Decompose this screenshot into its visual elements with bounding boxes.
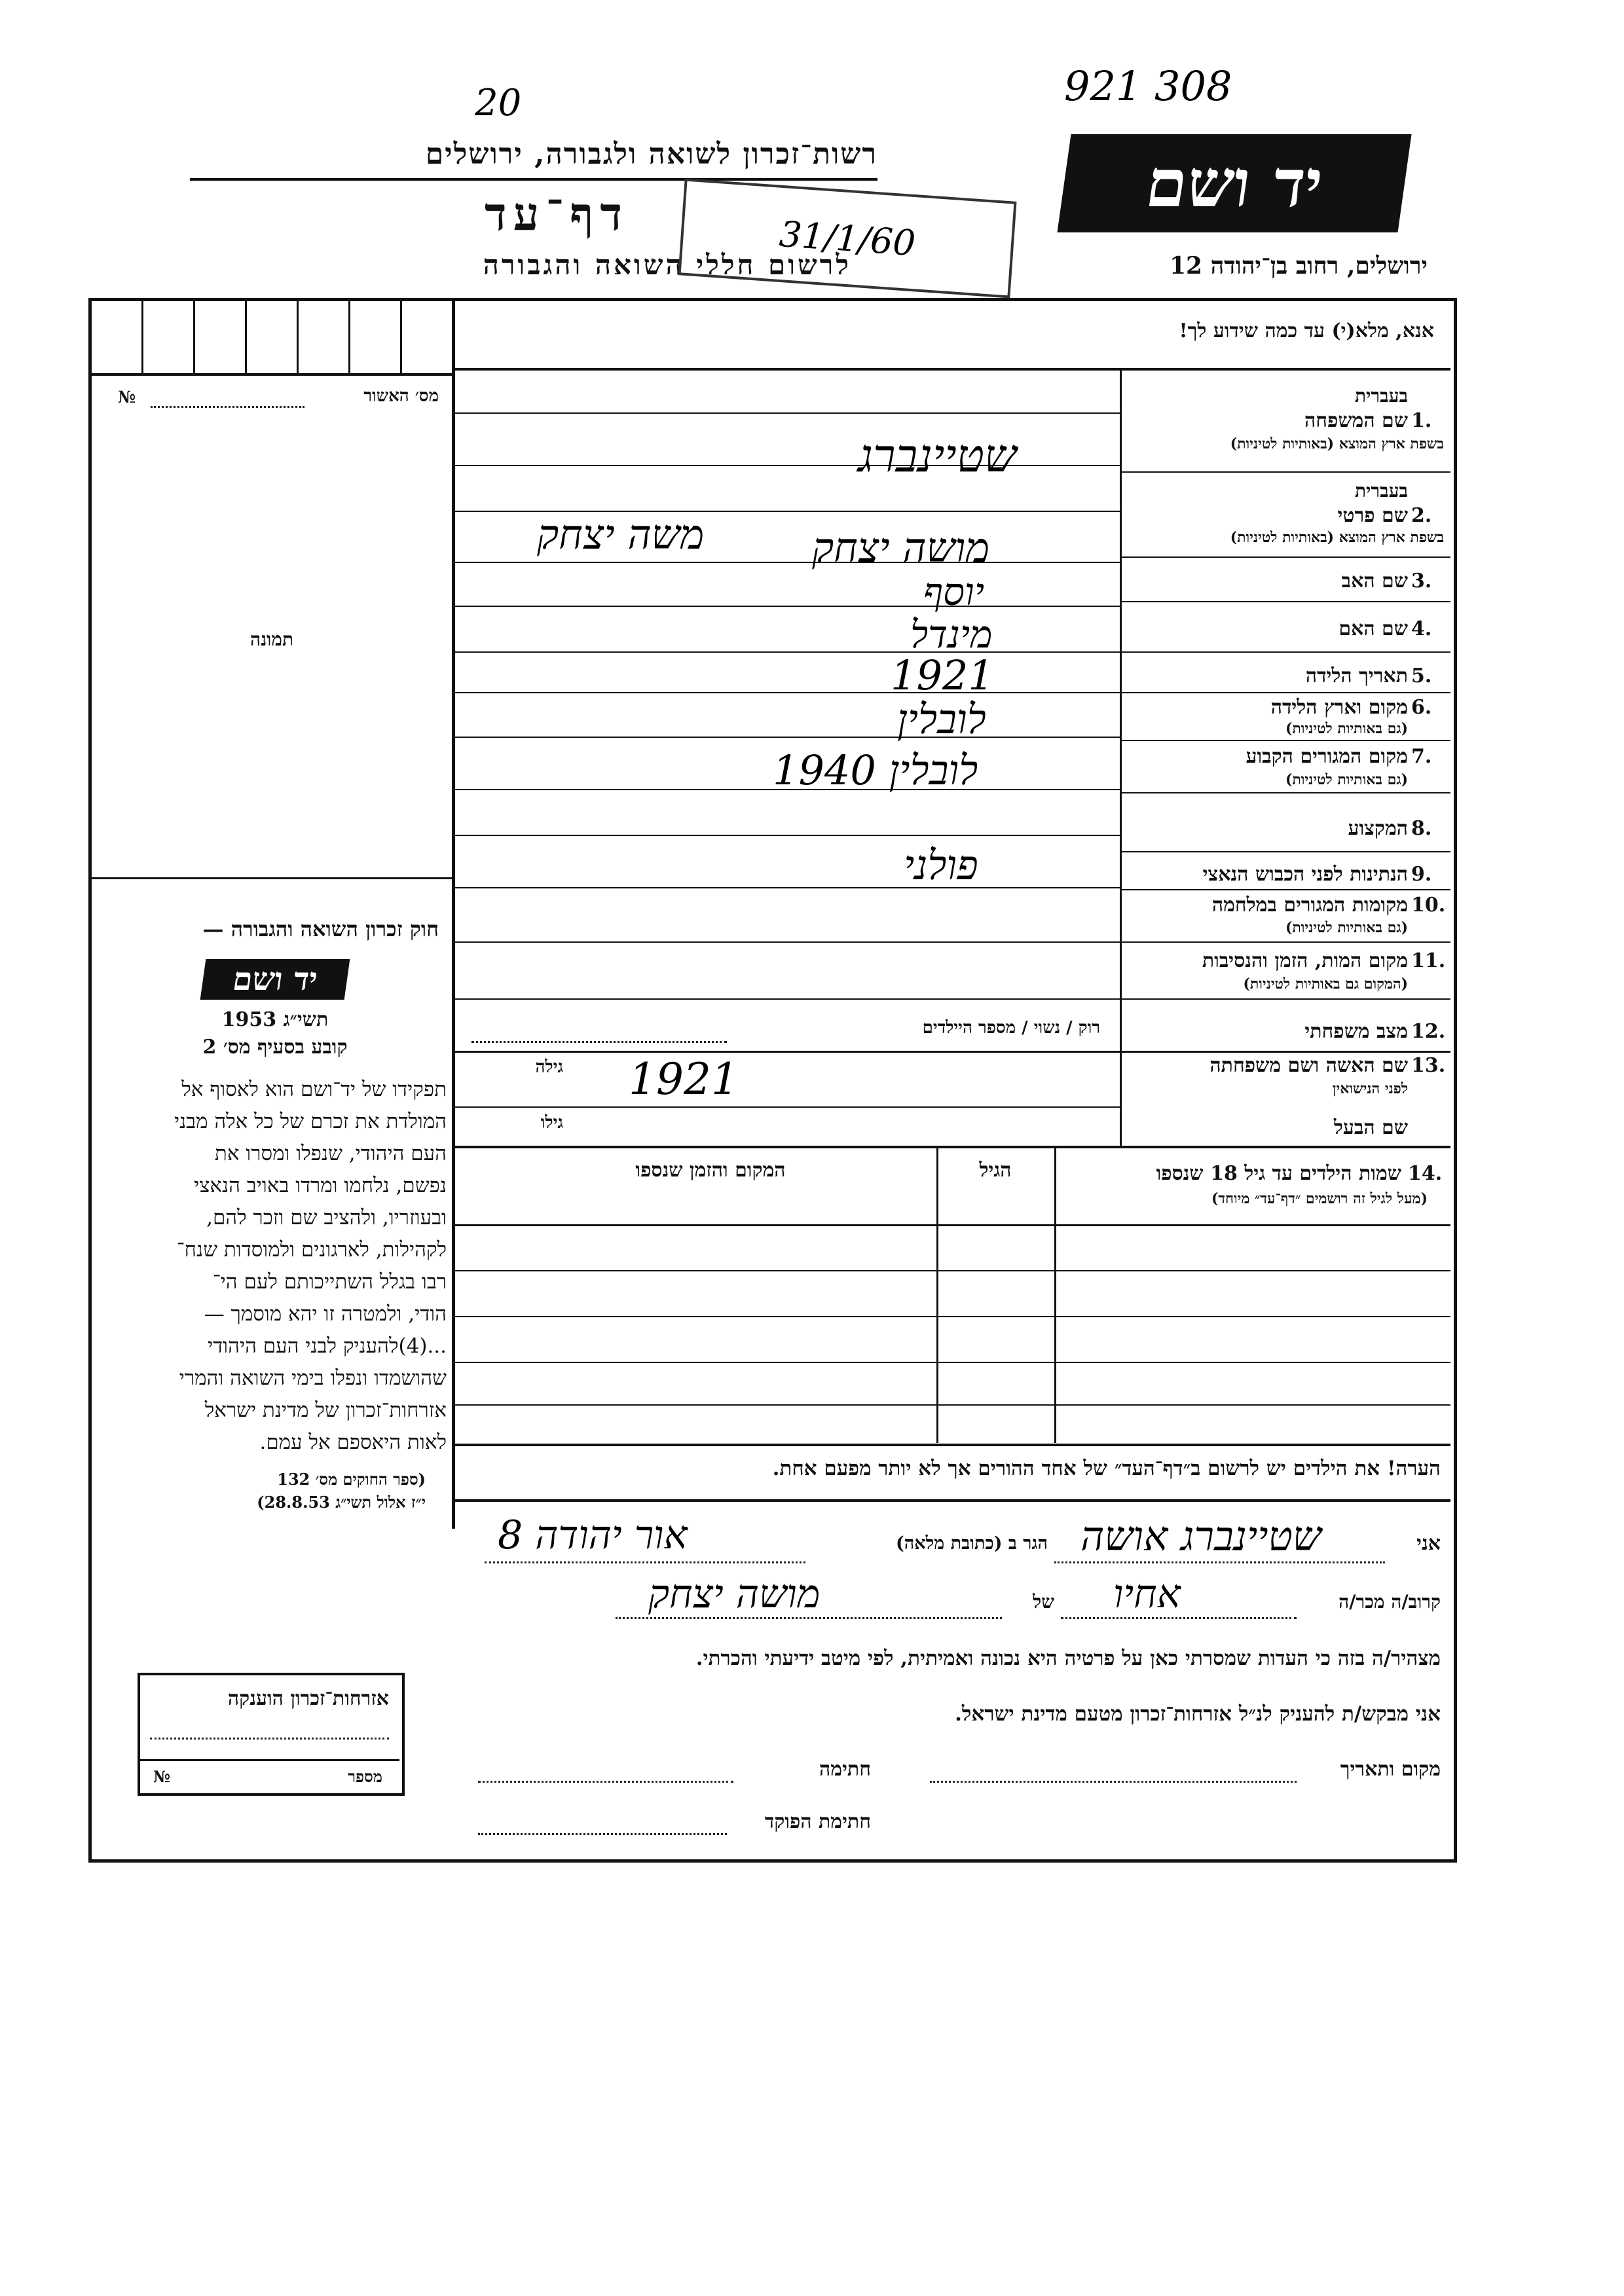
hw-address: אור יהודה 8 xyxy=(498,1512,688,1558)
citizenship-box xyxy=(138,1673,405,1796)
field-9-num: 9. xyxy=(1411,863,1432,886)
field-14-num: 14. xyxy=(1408,1162,1443,1185)
field-10-num: 10. xyxy=(1411,894,1446,917)
field-12-label: מצב משפחתי xyxy=(1304,1020,1408,1043)
decl-relation-dots xyxy=(1061,1617,1297,1619)
husband-extra: גילו xyxy=(540,1113,563,1133)
law-text-line: ...(4)להעניק לבני העם היהודי xyxy=(208,1334,447,1358)
field-2-sub: בשפת ארץ המוצא (באותיות לטיניות) xyxy=(1230,529,1444,546)
field-1-hebrew: בעברית xyxy=(1354,385,1408,407)
row-line xyxy=(455,465,1120,466)
field-8-num: 8. xyxy=(1411,817,1432,840)
hw-birth-date: 1921 xyxy=(891,651,994,699)
approval-no-mark: № xyxy=(118,388,136,407)
decl-signature-label: חתימה xyxy=(819,1758,871,1781)
decl-resides-label: הגר ב (כתובת מלאה) xyxy=(895,1533,1048,1554)
field-14-label: שמות הילדים עד גיל 18 שנספו xyxy=(1156,1162,1401,1185)
photo-bottom-line xyxy=(92,877,452,879)
field-7-num: 7. xyxy=(1411,745,1432,768)
field-6-sub: (גם באותיות לטיניות) xyxy=(1285,720,1408,737)
decl-signature-dots xyxy=(478,1781,733,1783)
row-line xyxy=(455,835,1120,836)
citizenship-box-title: אזרחות־זכרון הוענקה xyxy=(227,1687,389,1710)
law-text-line: אזרחות־זכרון של מדינת ישראל xyxy=(204,1398,447,1422)
instruction-underline xyxy=(455,368,1450,371)
husband-label: שם הבעל xyxy=(1333,1116,1408,1139)
label-row-line xyxy=(1122,471,1450,473)
children-col-age: הגיל xyxy=(979,1159,1012,1182)
left-column-divider xyxy=(452,298,455,1529)
law-text-line: שהושמדו ונפלו בימי השואה והמרי xyxy=(179,1366,447,1390)
law-text-line: לאות היאספם אל עמם. xyxy=(259,1430,447,1454)
row-line xyxy=(455,1106,1120,1108)
citizenship-dots xyxy=(150,1738,389,1740)
field-10-label: מקומות המגורים במלחמה xyxy=(1211,894,1408,917)
decl-place-date-dots xyxy=(930,1781,1297,1783)
field-3-label: שם האב xyxy=(1341,570,1408,592)
decl-request: אני מבקש/ת להעניק לנ״ל אזרחות־זכרון מטעם מדינת ישראל. xyxy=(955,1702,1441,1726)
law-source-1: (ספר החוקים מס׳ 132 xyxy=(277,1470,426,1489)
form-subtitle: לרשום חללי השואה והגבורה xyxy=(483,249,851,281)
received-stamp: 31/1/60 xyxy=(678,178,1016,298)
note-bottom-line xyxy=(455,1499,1450,1502)
decl-relation-label: קרוב/ה מכר/ה xyxy=(1338,1591,1441,1613)
field-8-label: המקצוע xyxy=(1348,817,1408,840)
label-row-line xyxy=(1122,941,1450,943)
decl-of-dots xyxy=(616,1617,1002,1619)
field-3-num: 3. xyxy=(1411,570,1432,592)
children-row-line xyxy=(455,1316,1450,1317)
approval-boxes xyxy=(92,301,452,376)
decl-i-label: אני xyxy=(1416,1532,1441,1555)
hw-of-name: מושה יצחק xyxy=(648,1571,821,1617)
field-2-num: 2. xyxy=(1411,504,1432,527)
field-1-label: שם המשפחה xyxy=(1304,409,1408,432)
row-line xyxy=(455,606,1120,607)
hw-surname: שטיינברג xyxy=(858,429,1017,483)
hw-citizenship: פולני xyxy=(904,841,978,889)
label-row-line xyxy=(1122,692,1450,693)
label-row-line xyxy=(1122,792,1450,793)
children-header-line xyxy=(455,1224,1450,1226)
hw-residence: לובלין 1940 xyxy=(773,746,978,794)
row-line xyxy=(455,1146,1450,1148)
field-7-sub: (גם באותיות לטיניות) xyxy=(1285,771,1408,788)
law-text-line: נפשם, נלחמו ומרדו באויב הנאצי xyxy=(194,1174,447,1197)
hw-relation: אחיו xyxy=(1113,1571,1181,1617)
children-divider-1 xyxy=(936,1148,938,1443)
law-clause: קובע בסעיף מס׳ 2 xyxy=(202,1036,348,1059)
field-11-num: 11. xyxy=(1411,949,1446,972)
children-divider-2 xyxy=(1054,1148,1056,1443)
field-9-label: הנתינות לפני הכבוש הנאצי xyxy=(1202,863,1408,886)
field-13-extra: גילה xyxy=(535,1057,563,1077)
form-instruction: אנא, מלא(י) עד כמה שידוע לך! xyxy=(1179,319,1434,342)
hw-first-name-2: משה יצחק xyxy=(537,511,705,558)
approval-dots xyxy=(151,406,304,408)
field-2-label: שם פרטי xyxy=(1337,504,1408,527)
field-13-sub: לפני הנישואין xyxy=(1332,1080,1408,1097)
decl-place-date-label: מקום ותאריך xyxy=(1340,1758,1441,1781)
field-4-label: שם האם xyxy=(1338,617,1408,640)
hw-birthplace: לובלין xyxy=(897,695,986,743)
field-5-label: תאריך הלידה xyxy=(1305,665,1408,687)
decl-official-label: חתימת הפוקד xyxy=(764,1810,871,1833)
label-row-line xyxy=(1122,851,1450,852)
field-12-dots xyxy=(471,1041,727,1043)
label-row-line xyxy=(1122,651,1450,653)
law-text xyxy=(100,1074,447,1459)
row-line xyxy=(455,651,1120,653)
hw-first-name: מושה יצחק xyxy=(812,524,990,572)
row-line xyxy=(455,692,1120,693)
approval-label: מס׳ האשור xyxy=(363,386,439,406)
field-7-label: מקום המגורים הקבוע xyxy=(1246,745,1408,768)
decl-statement: מצהיר/ה בזה כי העדות שמסרתי כאן על פרטיה היא נכונה ואמיתית, לפי מיטב ידיעתי והכרתי. xyxy=(695,1647,1441,1670)
institution-title: רשות־זכרון לשואה ולגבורה, ירושלים xyxy=(425,137,877,171)
field-10-sub: (גם באותיות לטיניות) xyxy=(1285,919,1408,936)
hw-father: יוסף xyxy=(923,570,985,614)
address-line: ירושלים, רחוב בן־יהודה 12 xyxy=(1169,252,1428,280)
label-row-line xyxy=(1122,740,1450,741)
law-text-line: העם היהודי, שנפלו ומסרו את xyxy=(214,1142,447,1165)
children-note: הערה! את הילדים יש לרשום ב״דף־העד״ של אחד ההורים אך לא יותר מפעם אחת. xyxy=(772,1457,1441,1480)
law-year: תשי״ג 1953 xyxy=(221,1008,329,1031)
decl-of-label: של xyxy=(1033,1591,1054,1613)
form-title: דף־עד xyxy=(484,187,629,241)
law-title: חוק זכרון השואה והגבורה — xyxy=(202,917,439,941)
children-row-line xyxy=(455,1404,1450,1406)
row-line xyxy=(455,941,1120,943)
law-source-2: י״ז אלול תשי״ג 28.8.53) xyxy=(257,1493,426,1512)
hw-declarant-name: שטיינברג אושה xyxy=(1080,1512,1321,1560)
children-row-line xyxy=(455,1270,1450,1271)
field-14-sub: (מעל לגיל זה רושמים ״דף־עד״ מיוחד) xyxy=(1211,1190,1428,1207)
field-13-num: 13. xyxy=(1411,1054,1446,1077)
citizenship-no-label: מספר xyxy=(348,1767,382,1786)
field-4-num: 4. xyxy=(1411,617,1432,640)
field-12-extra: רוק / נשוי / מספר היילדים xyxy=(922,1018,1100,1038)
field-12-num: 12. xyxy=(1411,1020,1446,1043)
field-5-num: 5. xyxy=(1411,665,1432,687)
law-text-line: תפקידו של יד־ושם הוא לאסוף אל xyxy=(181,1078,447,1101)
label-row-line xyxy=(1122,889,1450,890)
yad-vashem-logo: יד ושם xyxy=(1057,134,1411,232)
children-row-line xyxy=(455,1362,1450,1363)
field-2-hebrew: בעברית xyxy=(1354,480,1408,501)
children-bottom-line xyxy=(455,1444,1450,1446)
law-text-line: הודי, ולמטרה זו יהא מוסמך — xyxy=(204,1302,447,1326)
photo-label: תמונה xyxy=(249,629,294,650)
label-row-line xyxy=(1122,998,1450,1000)
law-text-line: המולדת את זכרם של כל אלה מבני xyxy=(174,1110,447,1133)
field-6-num: 6. xyxy=(1411,696,1432,719)
row-line xyxy=(455,562,1120,563)
field-6-label: מקום וארץ הלידה xyxy=(1270,696,1408,719)
row-line xyxy=(455,1051,1450,1053)
decl-name-dots xyxy=(1054,1561,1385,1563)
field-1-num: 1. xyxy=(1411,409,1432,432)
label-row-line xyxy=(1122,601,1450,602)
law-logo: יד ושם xyxy=(200,959,350,1000)
handwritten-top-number: 20 xyxy=(475,82,522,124)
row-line xyxy=(455,412,1120,414)
row-line xyxy=(455,737,1120,738)
decl-address-dots xyxy=(485,1561,805,1563)
field-1-sub: בשפת ארץ המוצא (באותיות לטיניות) xyxy=(1230,435,1444,452)
institution-underline xyxy=(190,178,877,181)
law-text-line: ובעוזריו, ולהציב שם וזכר להם, xyxy=(206,1206,447,1230)
children-col-place: המקום והזמן שנספו xyxy=(635,1159,786,1182)
law-text-line: רבו בגלל השתייכותם לעם הי־ xyxy=(212,1270,447,1294)
hw-mother: מינדל xyxy=(910,612,993,657)
decl-official-dots xyxy=(478,1833,727,1835)
field-13-label: שם האשה ושם משפחתה xyxy=(1209,1054,1408,1077)
field-11-sub: (המקום גם באותיות לטיניות) xyxy=(1243,975,1408,993)
field-11-label: מקום המות, הזמן והנסיבות xyxy=(1202,949,1408,972)
field-divider xyxy=(1120,371,1122,1146)
row-line xyxy=(455,887,1120,888)
hw-wife-age: 1921 xyxy=(629,1054,739,1104)
law-text-line: לקהילות, לארגונים ולמוסדות שנח־ xyxy=(176,1238,447,1262)
label-row-line xyxy=(1122,556,1450,558)
row-line xyxy=(455,998,1120,1000)
handwritten-id: 921 308 xyxy=(1064,62,1232,110)
citizenship-no-mark: № xyxy=(153,1767,171,1786)
